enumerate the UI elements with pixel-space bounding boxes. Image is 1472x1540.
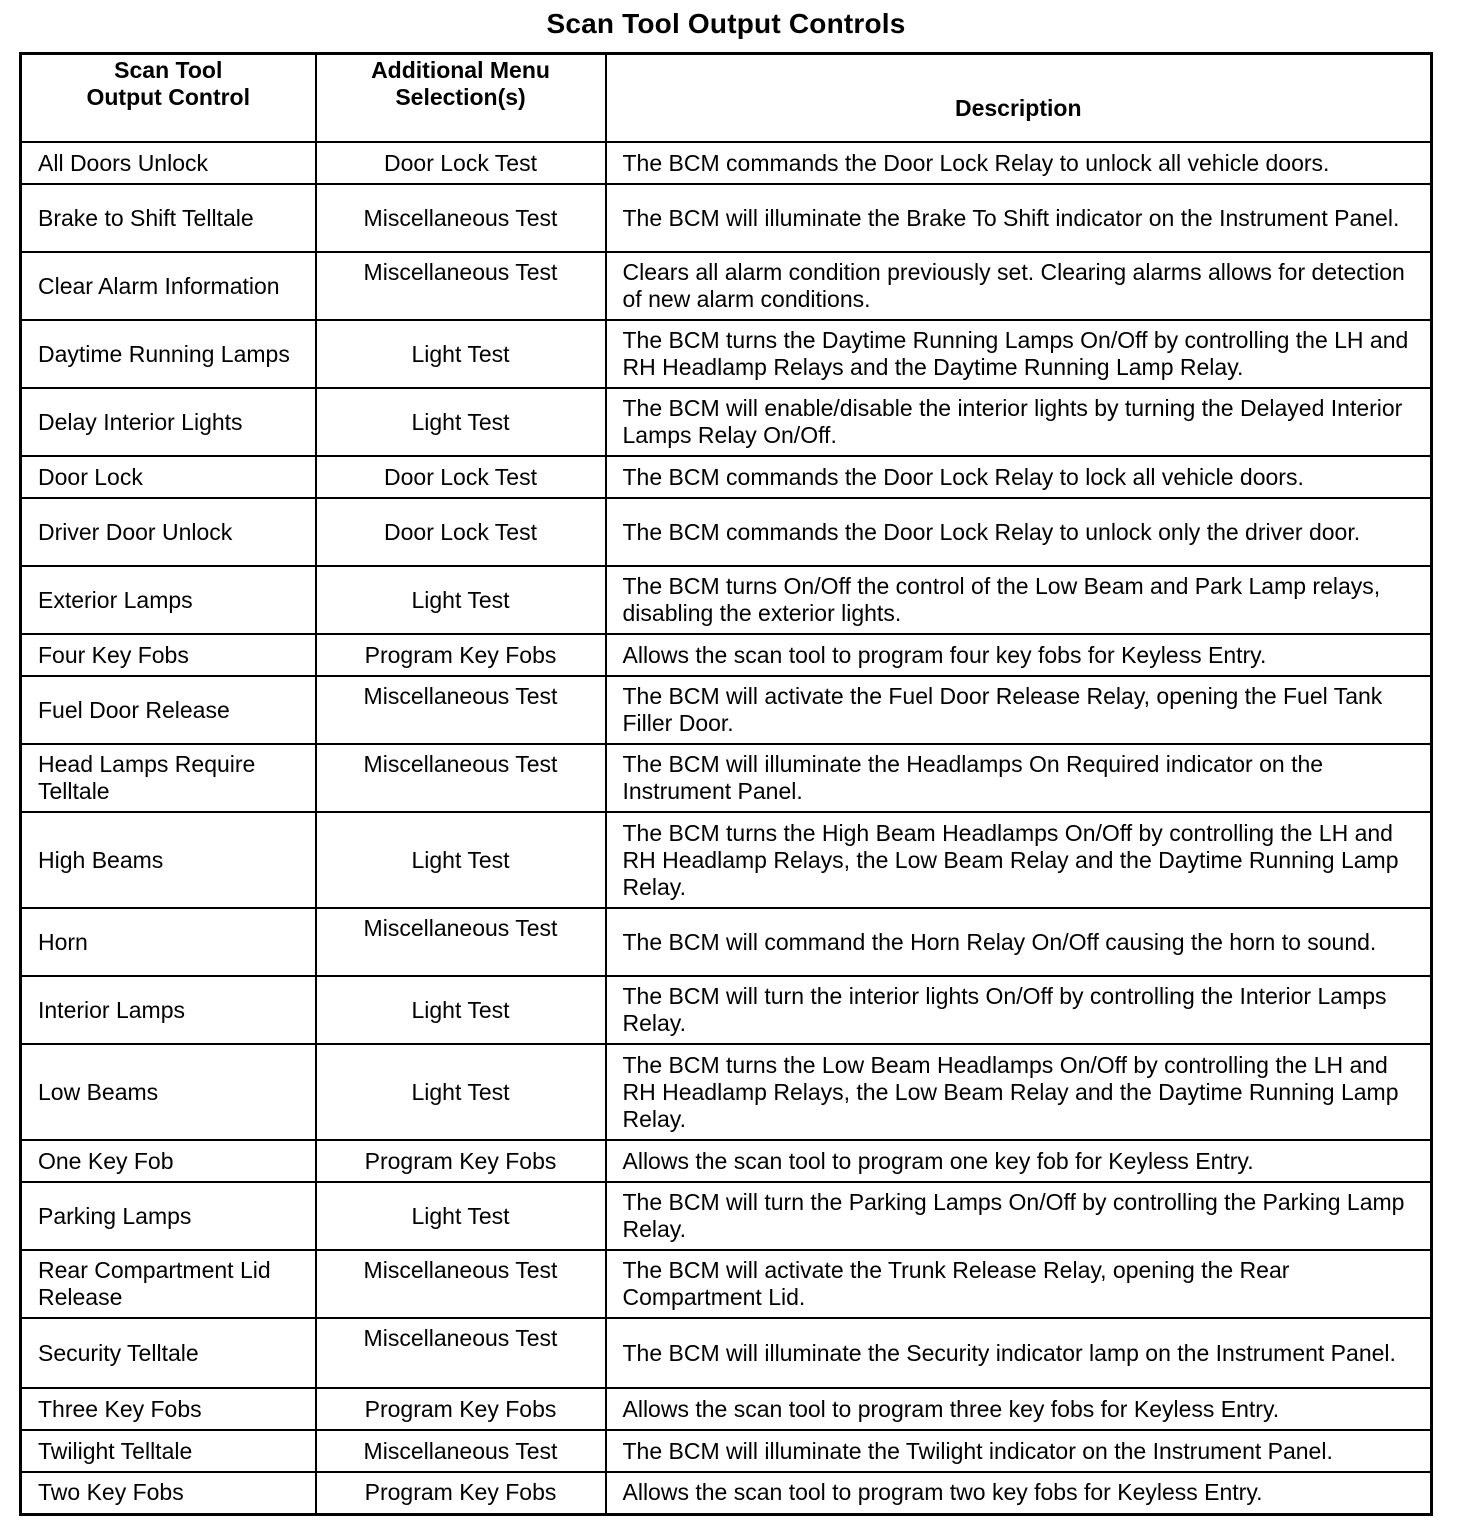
header-output-control: [21, 54, 316, 143]
table-row: [21, 252, 1432, 320]
cell-output-control: Daytime Running Lamps: [21, 320, 316, 388]
table-row: [21, 456, 1432, 498]
cell-output-control: Fuel Door Release: [21, 676, 316, 744]
cell-menu-selection: Light Test: [316, 388, 606, 456]
table-row: [21, 1318, 1432, 1388]
table-row: [21, 184, 1432, 252]
cell-description: Allows the scan tool to program three key fobs for Keyless Entry.: [606, 1388, 1432, 1430]
table-row: [21, 1182, 1432, 1250]
cell-description: The BCM turns On/Off the control of the Low Beam and Park Lamp relays, disabling the exterior lights.: [606, 566, 1432, 634]
cell-menu-selection: Door Lock Test: [316, 456, 606, 498]
cell-description: The BCM will illuminate the Twilight indicator on the Instrument Panel.: [606, 1430, 1432, 1472]
cell-description: The BCM commands the Door Lock Relay to unlock only the driver door.: [606, 498, 1432, 566]
cell-output-control: Delay Interior Lights: [21, 388, 316, 456]
cell-description: The BCM turns the Low Beam Headlamps On/Off by controlling the LH and RH Headlamp Relays, the Low Beam Relay and the Daytime Running Lamp Relay.: [606, 1044, 1432, 1140]
page-title: Scan Tool Output Controls: [546, 8, 906, 39]
cell-output-control: Driver Door Unlock: [21, 498, 316, 566]
cell-menu-selection: Light Test: [316, 1044, 606, 1140]
cell-menu-selection: Miscellaneous Test: [316, 1318, 606, 1388]
table-row: [21, 1388, 1432, 1430]
cell-menu-selection: Light Test: [316, 976, 606, 1044]
table-row: [21, 1044, 1432, 1140]
cell-output-control: Door Lock: [21, 456, 316, 498]
cell-output-control: One Key Fob: [21, 1140, 316, 1182]
cell-description: The BCM will illuminate the Brake To Shift indicator on the Instrument Panel.: [606, 184, 1432, 252]
cell-output-control: Security Telltale: [21, 1318, 316, 1388]
table-row: [21, 498, 1432, 566]
cell-menu-selection: Door Lock Test: [316, 498, 606, 566]
header-row: [21, 54, 1432, 143]
cell-description: Clears all alarm condition previously set. Clearing alarms allows for detection of new alarm conditions.: [606, 252, 1432, 320]
cell-menu-selection: Miscellaneous Test: [316, 676, 606, 744]
cell-output-control: Four Key Fobs: [21, 634, 316, 676]
table-row: [21, 744, 1432, 812]
cell-menu-selection: Miscellaneous Test: [316, 908, 606, 976]
table-row: [21, 1140, 1432, 1182]
cell-output-control: Interior Lamps: [21, 976, 316, 1044]
cell-output-control: Brake to Shift Telltale: [21, 184, 316, 252]
cell-output-control: Head Lamps Require Telltale: [21, 744, 316, 812]
cell-description: The BCM will turn the interior lights On/Off by controlling the Interior Lamps Relay.: [606, 976, 1432, 1044]
cell-description: The BCM will enable/disable the interior lights by turning the Delayed Interior Lamps Relay On/Off.: [606, 388, 1432, 456]
cell-output-control: Low Beams: [21, 1044, 316, 1140]
cell-menu-selection: Light Test: [316, 566, 606, 634]
cell-description: The BCM commands the Door Lock Relay to unlock all vehicle doors.: [606, 142, 1432, 184]
table-row: [21, 1250, 1432, 1318]
cell-menu-selection: Program Key Fobs: [316, 1472, 606, 1514]
table-row: [21, 676, 1432, 744]
cell-output-control: Parking Lamps: [21, 1182, 316, 1250]
cell-menu-selection: Miscellaneous Test: [316, 252, 606, 320]
table-row: [21, 142, 1432, 184]
cell-menu-selection: Door Lock Test: [316, 142, 606, 184]
cell-menu-selection: Miscellaneous Test: [316, 184, 606, 252]
cell-description: The BCM will activate the Trunk Release Relay, opening the Rear Compartment Lid.: [606, 1250, 1432, 1318]
cell-description: The BCM will turn the Parking Lamps On/Off by controlling the Parking Lamp Relay.: [606, 1182, 1432, 1250]
cell-description: Allows the scan tool to program two key fobs for Keyless Entry.: [606, 1472, 1432, 1514]
cell-output-control: Twilight Telltale: [21, 1430, 316, 1472]
cell-description: The BCM turns the High Beam Headlamps On/Off by controlling the LH and RH Headlamp Relays, the Low Beam Relay and the Daytime Running Lamp Relay.: [606, 812, 1432, 908]
cell-output-control: Two Key Fobs: [21, 1472, 316, 1514]
cell-description: The BCM commands the Door Lock Relay to lock all vehicle doors.: [606, 456, 1432, 498]
cell-output-control: Exterior Lamps: [21, 566, 316, 634]
table-row: [21, 634, 1432, 676]
table-body: [21, 142, 1432, 1514]
table-row: [21, 320, 1432, 388]
cell-description: The BCM turns the Daytime Running Lamps On/Off by controlling the LH and RH Headlamp Relays and the Daytime Running Lamp Relay.: [606, 320, 1432, 388]
cell-description: The BCM will illuminate the Security indicator lamp on the Instrument Panel.: [606, 1318, 1432, 1388]
table-row: [21, 1430, 1432, 1472]
cell-description: The BCM will illuminate the Headlamps On Required indicator on the Instrument Panel.: [606, 744, 1432, 812]
table-row: [21, 388, 1432, 456]
output-controls-table: [19, 52, 1433, 1516]
cell-menu-selection: Light Test: [316, 1182, 606, 1250]
header-output-control-label: Scan Tool Output Control: [86, 57, 250, 110]
table-row: [21, 976, 1432, 1044]
table-row: [21, 908, 1432, 976]
cell-menu-selection: Light Test: [316, 812, 606, 908]
cell-description: Allows the scan tool to program four key fobs for Keyless Entry.: [606, 634, 1432, 676]
cell-output-control: Rear Compartment Lid Release: [21, 1250, 316, 1318]
table-row: [21, 812, 1432, 908]
cell-output-control: Clear Alarm Information: [21, 252, 316, 320]
table-row: [21, 566, 1432, 634]
cell-description: The BCM will command the Horn Relay On/Off causing the horn to sound.: [606, 908, 1432, 976]
cell-output-control: Three Key Fobs: [21, 1388, 316, 1430]
cell-description: Allows the scan tool to program one key fob for Keyless Entry.: [606, 1140, 1432, 1182]
header-menu-selection-label: Additional Menu Selection(s): [371, 57, 550, 110]
cell-menu-selection: Program Key Fobs: [316, 1140, 606, 1182]
cell-menu-selection: Miscellaneous Test: [316, 1430, 606, 1472]
header-description: [606, 54, 1432, 143]
cell-output-control: All Doors Unlock: [21, 142, 316, 184]
cell-menu-selection: Program Key Fobs: [316, 1388, 606, 1430]
cell-output-control: Horn: [21, 908, 316, 976]
cell-menu-selection: Program Key Fobs: [316, 634, 606, 676]
cell-menu-selection: Miscellaneous Test: [316, 744, 606, 812]
cell-menu-selection: Light Test: [316, 320, 606, 388]
cell-menu-selection: Miscellaneous Test: [316, 1250, 606, 1318]
header-menu-selection: [316, 54, 606, 143]
table-row: [21, 1472, 1432, 1514]
cell-output-control: High Beams: [21, 812, 316, 908]
header-description-label: Description: [954, 94, 1082, 121]
cell-description: The BCM will activate the Fuel Door Release Relay, opening the Fuel Tank Filler Door.: [606, 676, 1432, 744]
